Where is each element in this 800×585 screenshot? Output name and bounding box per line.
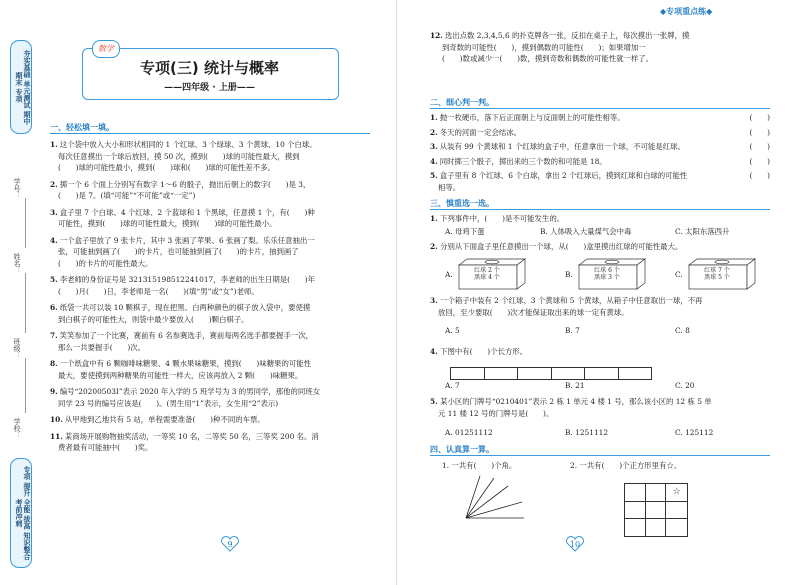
question-text: 笑笑参加了一个比赛，赛前有 6 名参赛选手，赛前每两名选手都要握手一次， <box>59 331 314 340</box>
calc-2: 2. 一共有( )个正方形里有☆。 <box>570 461 682 470</box>
question-number: 1. <box>430 214 438 223</box>
question-text: 李老师的身份证号是 321315198512241017，李老师的出生日期是( )年 <box>59 275 316 284</box>
question-text: 到白棋子的可能性大，则袋中最少要放入( )颗白棋子。 <box>58 314 249 324</box>
grid-cell <box>666 519 687 536</box>
rect-cell <box>585 368 619 379</box>
rect-cell <box>619 368 652 379</box>
question-text: 某商场开展购物抽奖活动，一等奖 10 名，二等奖 50 名，三等奖 200 名。消 <box>64 431 319 441</box>
question-number: 11. <box>50 431 63 441</box>
question-number: 4. <box>430 156 438 166</box>
question-text: 元 11 楼 12 号的门牌号是( )。 <box>438 408 554 418</box>
angles-figure <box>460 472 530 524</box>
answer-mark[interactable]: ( ) <box>749 156 770 166</box>
option-c[interactable]: C. 太阳东落西升 <box>675 227 730 236</box>
question-text: 张，可能抽到画了( )的卡片，也可能抽到画了( )的卡片，抽到画了 <box>58 247 299 256</box>
question-text: 编号“20200503I”表示 2020 年入学的 5 班学号为 3 的男同学，那他的同班女 <box>59 387 321 396</box>
question-text: ( )是 7。(填“可能”“不可能”或“一定”) <box>58 191 196 200</box>
question-text: ( )月( )日，李老师是一名( )(填“男”或“女”)老师。 <box>58 286 259 296</box>
field-name: 姓名： <box>13 253 21 274</box>
field-student-id: 学号： <box>13 178 21 199</box>
question-text: 从装有 99 个黄球和 1 个红球的盒子中，任意拿出一个球，不可能是红球。 <box>439 142 685 151</box>
answer-mark[interactable]: ( ) <box>749 113 770 122</box>
question-number: 3. <box>430 296 438 305</box>
ball-box[interactable] <box>457 257 527 291</box>
section-heading: 四、认真算一算。 <box>430 445 494 454</box>
option-letter[interactable]: B. <box>565 270 573 279</box>
page-divider <box>396 0 397 585</box>
question-text: 抛一枚硬币，落下后正面朝上与反面朝上的可能性相等。 <box>439 113 625 122</box>
question-number: 4. <box>50 235 58 245</box>
question-text: 分别从下面盒子里任意摸出一个球，从( )盒里摸出红球的可能性最大。 <box>440 242 683 251</box>
question-item <box>50 386 370 409</box>
question-item <box>50 207 370 230</box>
page-number: 10 <box>569 540 581 549</box>
question-number: 1. <box>50 140 58 149</box>
divider <box>25 358 26 413</box>
question-number: 10. <box>50 415 63 424</box>
question-text: 纸袋一共可以装 10 颗棋子，现在把黑、白两种颜色的棋子放入袋中，要使摸 <box>59 303 311 312</box>
question-text: ( )数或减少一( )数，摸到奇数和偶数的可能性就一样了。 <box>442 54 654 63</box>
question-text: 费者最有可能抽中( )奖。 <box>58 443 153 452</box>
question-text: 下列事件中，( )是不可能发生的。 <box>440 214 565 223</box>
choice-2-stem <box>430 241 770 253</box>
section-heading: 二、细心判一判。 <box>430 98 494 107</box>
question-text: 相等。 <box>438 182 461 192</box>
option-c[interactable]: C. 8 <box>675 326 690 335</box>
option-a[interactable]: A. 7 <box>445 381 460 390</box>
question-text: 一个纸盒中有 6 颗咖啡味糖果、4 颗水果味糖果，摸到( )味糖果的可能性 <box>59 359 312 368</box>
box-label <box>585 267 629 281</box>
divider <box>50 133 370 134</box>
grid-cell <box>646 484 667 502</box>
red-count: 红球 2 个 <box>474 267 500 274</box>
question-item <box>50 235 370 270</box>
question-number: 6. <box>50 303 58 312</box>
field-class: 班级： <box>13 338 21 359</box>
choice-5-stem <box>430 396 770 419</box>
question-text: ( )的卡片的可能性最大。 <box>58 258 153 268</box>
question-text: 一个箱子中装有 2 个红球、3 个黄球和 5 个黄球，从箱子中任意取出一球，不再 <box>440 296 703 305</box>
judge-item <box>430 141 770 153</box>
option-b[interactable]: B. 人体吸入大量煤气会中毒 <box>540 227 632 236</box>
question-text: 那么一共要握手( )次。 <box>58 342 146 352</box>
red-count: 红球 7 个 <box>704 267 730 274</box>
question-text: 一个盒子里放了 9 张卡片，其中 3 张画了苹果、6 张画了梨。乐乐任意抽出一 <box>59 235 315 245</box>
question-number: 5. <box>430 397 438 406</box>
black-count: 黑球 5 个 <box>704 274 730 281</box>
question-item <box>50 302 370 325</box>
rect-cell <box>485 368 519 379</box>
star-icon: ☆ <box>666 484 687 502</box>
choice-1-stem <box>430 213 770 225</box>
question-number: 4. <box>430 347 438 356</box>
question-number: 3. <box>50 207 58 217</box>
question-number: 2. <box>50 179 58 189</box>
question-item <box>50 139 370 174</box>
question-number: 8. <box>50 359 58 368</box>
question-text: 选出点数 2,3,4,5,6 的扑克牌各一张，反扣在桌子上，每次摸出一张牌，摸 <box>444 31 690 40</box>
right-page <box>400 0 800 585</box>
judge-item <box>430 170 770 193</box>
question-text: 这个袋中放入大小和形状相同的 1 个红球、3 个绿球、3 个黄球、10 个白球。 <box>59 140 317 149</box>
question-item <box>50 274 370 297</box>
question-number: 5. <box>430 171 438 180</box>
black-count: 黑球 3 个 <box>594 274 620 281</box>
judge-item <box>430 156 770 168</box>
question-number: 3. <box>430 142 438 151</box>
grid-cell <box>625 519 646 536</box>
option-b[interactable]: B. 21 <box>565 381 585 390</box>
divider <box>430 455 770 456</box>
question-number: 12. <box>430 31 443 40</box>
question-text: 下图中有( )个长方形。 <box>440 347 528 356</box>
judge-item <box>430 127 770 139</box>
question-number: 2. <box>430 242 438 251</box>
section-tag: ◆专项重点练◆ <box>660 6 713 16</box>
section-heading: 一、轻松填一填。 <box>50 123 114 132</box>
option-letter[interactable]: C. <box>675 270 683 279</box>
page-number: 9 <box>227 540 233 549</box>
question-number: 7. <box>50 331 58 340</box>
question-text: 到奇数的可能性( )，摸到偶数的可能性( )；如果增加一 <box>442 42 646 52</box>
ball-box[interactable] <box>687 257 757 291</box>
question-text: 盒子里 7 个白球、4 个红球、2 个蓝球和 1 个黑球，任意摸 1 个，有( )种 <box>59 207 315 217</box>
grid-cell <box>625 502 646 519</box>
option-letter[interactable]: A. <box>445 270 453 279</box>
field-school: 学校： <box>13 418 21 439</box>
choice-4-stem <box>430 346 770 358</box>
ball-box[interactable] <box>577 257 647 291</box>
question-text: 可能性，摸到( )球的可能性最大，摸到( )球的可能性最小。 <box>58 219 277 228</box>
sidebar-top-tab: 夯实基础 单元测试 期中期末 专项 <box>10 40 32 134</box>
question-text: ( )球的可能性最小，摸到( )球和( )球的可能性差不多。 <box>58 163 275 172</box>
option-c[interactable]: C. 20 <box>675 381 695 390</box>
grid-cell <box>646 502 667 519</box>
option-b[interactable]: B. 7 <box>565 326 580 335</box>
judge-item <box>430 112 770 124</box>
calc-1: 1. 一共有( )个角。 <box>442 461 517 470</box>
question-number: 5. <box>50 275 58 284</box>
grid-cell <box>666 502 687 519</box>
rect-cell <box>518 368 552 379</box>
question-text: 放回，至少要取( )次才能保证取出来的球一定有黄球。 <box>438 307 629 317</box>
divider <box>25 273 26 333</box>
divider <box>25 198 26 248</box>
subject-badge: 数学 <box>92 40 120 58</box>
question-item <box>50 330 370 353</box>
option-a[interactable]: A. 01251112 <box>445 428 493 437</box>
answer-mark[interactable]: ( ) <box>749 127 770 137</box>
option-c[interactable]: C. 125112 <box>675 428 714 437</box>
question-text: 冬天的河面一定会结冰。 <box>439 127 522 137</box>
rect-cell <box>552 368 586 379</box>
box-label <box>465 267 509 281</box>
option-a[interactable]: A. 母鸡下蛋 <box>445 227 485 236</box>
question-text: 最大，要使摸到两种糖果的可能性一样大，应该再放入 2 颗( )味糖果。 <box>58 370 303 380</box>
question-number: 1. <box>430 113 438 122</box>
divider <box>430 108 770 109</box>
box-label <box>695 267 739 281</box>
page-subtitle: ——四年级 · 上册—— <box>164 83 255 93</box>
red-count: 红球 6 个 <box>594 267 620 274</box>
question-text: 同时掷三个骰子，掷出来的三个数的和可能是 18。 <box>439 156 607 166</box>
question-item <box>50 431 370 454</box>
grid-cell <box>625 484 646 502</box>
divider <box>430 209 770 210</box>
question-item <box>50 358 370 381</box>
answer-mark[interactable]: ( ) <box>749 142 770 151</box>
sidebar-bottom-tab: 专项 提升 全能 拔高 知识整合 考前冲刺 <box>10 458 32 568</box>
question-text: 掷一个 6 个面上分别写有数字 1～6 的骰子，抛出后朝上的数字( )是 3， <box>59 179 311 189</box>
option-b[interactable]: B. 1251112 <box>565 428 609 437</box>
question-text: 从甲地到乙地共有 5 站，单程需要准备( )种不同的车票。 <box>64 415 265 424</box>
question-text: 同学 23 号的编号应该是( )。(男生用“1”表示，女生用“2”表示) <box>58 398 279 408</box>
option-a[interactable]: A. 5 <box>445 326 460 335</box>
black-count: 黑球 4 个 <box>474 274 500 281</box>
sidebar <box>10 38 32 558</box>
choice-3-stem <box>430 295 770 318</box>
question-number: 2. <box>430 127 438 137</box>
question-item <box>50 179 370 202</box>
question-number: 9. <box>50 387 58 396</box>
rectangles-figure <box>450 367 652 380</box>
rect-cell <box>451 368 485 379</box>
grid-cell <box>646 519 667 536</box>
question-item <box>50 414 370 426</box>
page-title: 专项(三) 统计与概率 <box>140 59 279 77</box>
section-heading: 三、慎重选一选。 <box>430 199 494 208</box>
square-grid-figure <box>624 483 688 537</box>
question-text: 盒子里有 8 个红球、6 个白球，拿出 2 个红球后，摸到红球和白球的可能性 <box>439 171 688 180</box>
question-text: 每次任意摸出一个球后放回，摸 50 次，摸到( )球的可能性最大，摸到 <box>58 151 300 161</box>
answer-mark[interactable]: ( ) <box>749 171 770 180</box>
question-text: 某小区的门牌号“0210401”表示 2 栋 1 单元 4 楼 1 号，那么该小区的 12 栋 5 单 <box>440 397 712 406</box>
question-item <box>430 30 770 65</box>
